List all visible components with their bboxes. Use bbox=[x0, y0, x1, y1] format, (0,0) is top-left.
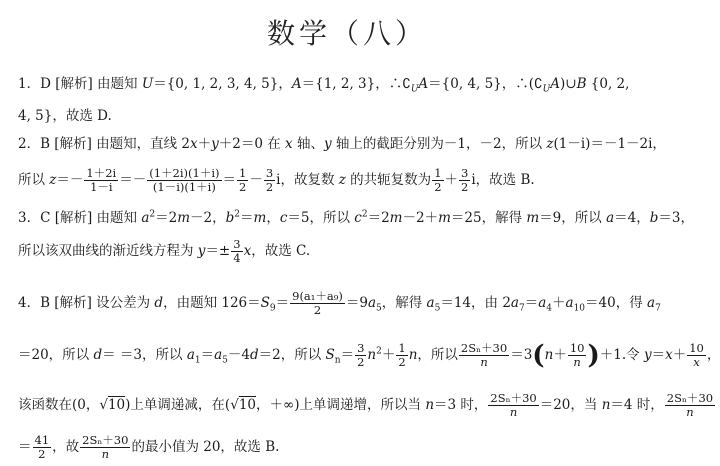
q2-line-1 bbox=[18, 134, 678, 154]
q3-text: ＝5，所以 bbox=[287, 210, 355, 226]
fraction-numerator: 2Sₙ＋30 bbox=[460, 341, 508, 355]
q3-lead: 3．C [解析] 由题知 bbox=[18, 210, 142, 226]
q3-var: c bbox=[354, 210, 362, 226]
q4-text: ＝ bbox=[200, 347, 215, 363]
q4-var: n bbox=[601, 397, 611, 413]
q4-var: a bbox=[214, 347, 223, 363]
q3-text: ， bbox=[266, 210, 280, 226]
q4-fraction bbox=[355, 342, 366, 369]
fraction-numerator: 41 bbox=[34, 433, 50, 447]
q1-sub-u: U bbox=[410, 84, 419, 95]
q2-text: ＝－ bbox=[119, 172, 147, 188]
q1-u-set: ＝{0, 1, 2, 3, 4, 5}， bbox=[153, 76, 292, 92]
q3-var: m bbox=[253, 210, 267, 226]
q4-var: y bbox=[643, 347, 652, 363]
fraction-denominator: 1－i bbox=[90, 180, 113, 194]
q2-fraction bbox=[84, 167, 118, 194]
q1-a-set: ＝{1, 2, 3}，∴∁ bbox=[301, 76, 411, 92]
q3-text: ＝± bbox=[205, 243, 231, 259]
fraction-numerator: 1＋2i bbox=[86, 166, 117, 180]
q2-var-y: y bbox=[323, 136, 332, 152]
q4-text: ＝ ＝3，所以 bbox=[102, 347, 187, 363]
fraction-numerator: 10 bbox=[689, 341, 704, 355]
q4-var: a bbox=[510, 295, 519, 311]
q2-fraction bbox=[432, 167, 443, 194]
q4-var: n bbox=[544, 347, 554, 363]
q2-text: 所以 bbox=[18, 172, 50, 188]
q4-text: ＋ bbox=[553, 347, 567, 363]
q1-line-1 bbox=[18, 74, 678, 94]
fraction-denominator: n bbox=[101, 447, 109, 461]
fraction-denominator: x bbox=[693, 355, 700, 369]
fraction-denominator: n bbox=[509, 405, 518, 419]
q4-text: 的最小值为 20，故选 B. bbox=[131, 439, 280, 455]
q4-text: ，故 bbox=[52, 439, 80, 455]
q4-var: S bbox=[325, 347, 335, 363]
fraction-numerator: 1 bbox=[239, 166, 247, 180]
q4-text: ，＋∞)上单调递增，所以当 bbox=[256, 397, 426, 413]
q3-var: b bbox=[649, 210, 659, 226]
q2-var-z: z bbox=[338, 172, 346, 188]
fraction-numerator: 9(a₁＋a₉) bbox=[292, 289, 343, 303]
q2-var-x: x bbox=[190, 136, 198, 152]
q4-paren: ) bbox=[587, 340, 600, 371]
q3-var: y bbox=[197, 243, 206, 259]
q4-text: ＝3 bbox=[510, 347, 533, 363]
q1-var-b: B bbox=[576, 76, 587, 92]
q4-var: a bbox=[367, 295, 377, 311]
q2-lead: 2．B [解析] 由题知，直线 2 bbox=[18, 136, 191, 152]
fraction-denominator: n bbox=[686, 405, 694, 419]
fraction-numerator: 10 bbox=[569, 341, 585, 355]
q4-text: ＝ bbox=[524, 295, 539, 311]
q1-var-a: A bbox=[291, 76, 302, 92]
q3-text: ＝9，所以 bbox=[539, 210, 607, 226]
q4-text: ＝4 时， bbox=[610, 397, 664, 413]
fraction-numerator: 1 bbox=[434, 166, 442, 180]
q4-text: ＋ bbox=[381, 347, 396, 363]
q4-text: ＝40，得 bbox=[585, 295, 647, 311]
q2-fraction bbox=[147, 167, 221, 194]
q3-text: ，故选 C. bbox=[251, 243, 311, 259]
q4-text: ＋1.令 bbox=[599, 347, 644, 363]
q2-text: ＝－ bbox=[56, 172, 84, 188]
fraction-denominator: 2 bbox=[434, 180, 442, 194]
q4-var: S bbox=[260, 295, 270, 311]
q4-sqrt: 10 bbox=[238, 397, 256, 413]
q4-var: a bbox=[538, 295, 547, 311]
q1-c-set: ＝{0, 4, 5}，∴(∁ bbox=[428, 76, 543, 92]
q3-text: ＝ bbox=[240, 210, 254, 226]
fraction-denominator: 2 bbox=[357, 355, 365, 369]
q4-fraction bbox=[290, 290, 345, 317]
q4-fraction bbox=[665, 392, 715, 419]
q2-text: 轴上的截距分别为－1，－2，所以 bbox=[331, 136, 547, 152]
q2-text: ＋ bbox=[444, 172, 459, 188]
fraction-denominator: 2 bbox=[398, 355, 406, 369]
q1-var-u: U bbox=[141, 76, 154, 92]
q4-text: 该函数在(0， bbox=[18, 397, 100, 413]
q4-fraction bbox=[80, 434, 130, 461]
fraction-numerator: 2Sₙ＋30 bbox=[490, 391, 537, 405]
q4-var: d bbox=[250, 347, 259, 363]
q4-line-1: 4．B [解析] 设公差为 d，由题知 $126=S_9=$ $\frac{\text{9(a₁＋a₉)}}{2}$ $=9a_5$，解得 $a_5=14$，由 $2a_7=a_4+a_{10}=40$，得 $a_7$ bbox=[18, 289, 661, 317]
page-title: 数学（八） bbox=[266, 17, 427, 50]
q4-fraction bbox=[687, 342, 706, 369]
q4-var: n bbox=[408, 347, 418, 363]
q4-fraction bbox=[568, 342, 587, 369]
q3-var: m bbox=[438, 210, 451, 226]
q4-fraction bbox=[488, 392, 538, 419]
q3-text: －2＋ bbox=[402, 210, 439, 226]
q2-var-y: y bbox=[211, 136, 219, 152]
q4-text: ＝ bbox=[651, 347, 666, 363]
q4-text: ＝20，所以 bbox=[18, 347, 94, 363]
q2-text: ＋2＝0 在 bbox=[218, 136, 286, 152]
q4-var: a bbox=[565, 295, 574, 311]
q4-text: ，由题知 126＝ bbox=[163, 295, 261, 311]
q2-text: (1－i)＝－1－2i， bbox=[553, 136, 666, 152]
q2-text: － bbox=[249, 172, 263, 188]
q4-text: )上单调递减，在( bbox=[125, 397, 231, 413]
q4-var: d bbox=[154, 295, 164, 311]
q3-text: 所以该双曲线的渐近线方程为 bbox=[18, 243, 198, 259]
q4-line-2: ＝20，所以 d＝ ＝3，所以 $a_1=a_5-4d=2$，所以 $S_n=$ $\frac{3}{2}$ $n^2+$ $\frac{1}{2}$ n，所以 $\frac{\text{2Sₙ＋30}}{n}$ ＝3(n＋ $\frac{10}{n}$ )＋1.令 y＝x＋ $\frac{10}{x}$ ， bbox=[18, 340, 720, 371]
fraction-denominator: (1－i)(1＋i) bbox=[152, 180, 216, 194]
q3-fraction bbox=[231, 238, 242, 265]
q3-line-2 bbox=[18, 238, 678, 265]
q1-sub-u2: U bbox=[542, 84, 551, 95]
q3-line-1: 3．C [解析] 由题知 $a^2=2m-2$，$b^2=m$，c＝5，所以 $c^2=2m-2+m=25$，解得 m＝9，所以 a＝4，b＝3， bbox=[18, 209, 694, 226]
q4-var: n bbox=[425, 397, 435, 413]
fraction-numerator: 1 bbox=[398, 341, 406, 355]
q4-text: ＝14，由 2 bbox=[440, 295, 511, 311]
q4-text: ＝ bbox=[340, 347, 355, 363]
q2-line-2 bbox=[18, 167, 678, 194]
q2-text: 的共轭复数为 bbox=[345, 172, 432, 188]
fraction-numerator: 2Sₙ＋30 bbox=[82, 433, 129, 447]
q4-text: ＋ bbox=[552, 295, 566, 311]
fraction-denominator: 4 bbox=[233, 251, 241, 265]
q4-var: a bbox=[426, 295, 435, 311]
fraction-numerator: (1＋2i)(1＋i) bbox=[149, 166, 220, 180]
q2-fraction bbox=[459, 167, 470, 194]
q4-sqrt: 10 bbox=[107, 397, 126, 413]
q2-text: i，故选 B. bbox=[471, 172, 535, 188]
q4-var: x bbox=[665, 347, 673, 363]
q4-var: n bbox=[367, 347, 377, 363]
q4-text: ＝9 bbox=[345, 295, 368, 311]
q1-lead: 1．D [解析] 由题知 bbox=[18, 76, 142, 92]
q3-text: ＝4， bbox=[614, 210, 650, 226]
q4-line-3: 该函数在(0，√10)上单调递减，在(√10，＋∞)上单调递增，所以当 n＝3 时， $\frac{\text{2Sₙ＋30}}{n}$ ＝20，当 n＝4 时， $\frac{\text{2Sₙ＋30}}{n}$ bbox=[18, 391, 714, 419]
q3-var: b bbox=[225, 210, 235, 226]
q2-var-z: z bbox=[49, 172, 57, 188]
q3-text: ＝3， bbox=[658, 210, 694, 226]
q3-text: ＝2 bbox=[155, 210, 178, 226]
fraction-numerator: 3 bbox=[357, 341, 365, 355]
fraction-numerator: 3 bbox=[461, 166, 469, 180]
fraction-denominator: 2 bbox=[38, 447, 46, 461]
q3-var: c bbox=[279, 210, 288, 226]
q4-text: ， bbox=[706, 347, 720, 363]
q3-var: m bbox=[177, 210, 191, 226]
fraction-numerator: 3 bbox=[233, 237, 241, 251]
q4-line-4 bbox=[18, 434, 678, 461]
fraction-numerator: 2Sₙ＋30 bbox=[666, 391, 714, 405]
fraction-denominator: 2 bbox=[239, 180, 247, 194]
q4-fraction bbox=[396, 342, 407, 369]
q2-text: ＋ bbox=[197, 136, 212, 152]
q3-text: ＝2 bbox=[367, 210, 390, 226]
q1-union: )∪ bbox=[559, 76, 577, 92]
q3-var: x bbox=[243, 243, 252, 259]
fraction-denominator: 2 bbox=[461, 180, 469, 194]
q1-var-a2: A bbox=[418, 76, 429, 92]
q2-text: i，故复数 bbox=[276, 172, 339, 188]
q1-b-set: {0, 2, bbox=[586, 76, 630, 92]
q4-paren: ( bbox=[532, 340, 545, 371]
q4-text: ＝2，所以 bbox=[258, 347, 326, 363]
q4-text: ，解得 bbox=[381, 295, 427, 311]
q2-var-x: x bbox=[285, 136, 293, 152]
fraction-denominator: 2 bbox=[313, 303, 322, 317]
q2-fraction bbox=[237, 167, 248, 194]
q3-var: m bbox=[526, 210, 540, 226]
q3-text: ＝25，解得 bbox=[450, 210, 527, 226]
q2-text: ＝ bbox=[222, 172, 236, 188]
q4-text: ＝20，当 bbox=[539, 397, 602, 413]
q1-line-2: 4, 5}，故选 D. bbox=[18, 108, 112, 124]
q4-fraction bbox=[459, 342, 509, 369]
fraction-numerator: 3 bbox=[265, 166, 274, 180]
fraction-denominator: n bbox=[480, 355, 488, 369]
q2-text: 轴、 bbox=[292, 136, 324, 152]
q4-text: ＝ bbox=[18, 439, 32, 455]
q4-var: a bbox=[647, 295, 656, 311]
fraction-denominator: n bbox=[573, 355, 581, 369]
q3-var: a bbox=[606, 210, 615, 226]
q4-text: ，所以 bbox=[417, 347, 458, 363]
q4-text: ＝ bbox=[275, 295, 290, 311]
q3-var: a bbox=[141, 210, 150, 226]
q2-var-z: z bbox=[546, 136, 554, 152]
q2-fraction bbox=[264, 167, 275, 194]
q4-text: －4 bbox=[227, 347, 250, 363]
q3-text: －2， bbox=[190, 210, 226, 226]
q4-fraction bbox=[33, 434, 52, 461]
fraction-denominator: 2 bbox=[265, 180, 274, 194]
q4-text: ＝3 时， bbox=[434, 397, 488, 413]
q4-var: d bbox=[93, 347, 103, 363]
q3-var: m bbox=[389, 210, 403, 226]
q4-var: a bbox=[186, 347, 195, 363]
q1-var-a3: A bbox=[550, 76, 560, 92]
q4-lead: 4．B [解析] 设公差为 bbox=[18, 295, 155, 311]
q4-text: ＋ bbox=[672, 347, 687, 363]
